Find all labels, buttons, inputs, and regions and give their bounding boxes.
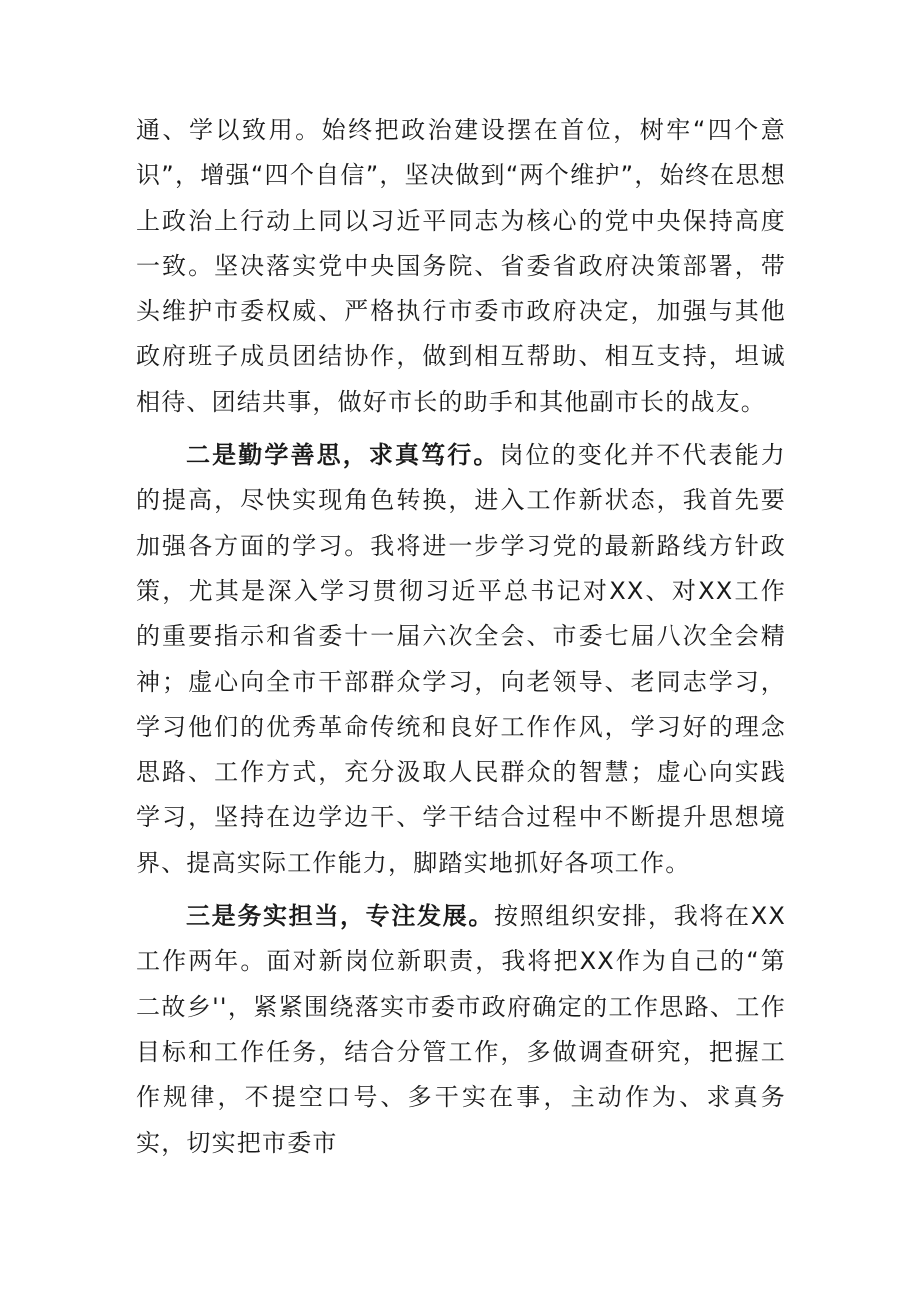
document-body <box>136 108 786 1166</box>
paragraph-text: 岗位的变化并不代表能力的提高，尽快实现角色转换，进入工作新状态，我首先要加强各方面的学习。我将进一步学习党的最新路线方针政策，尤其是深入学习贯彻习近平总书记对XX、对XX工作的重要指示和省委十一届六次全会、市委七届八次全会精神；虚心向全市干部群众学习，向老领导、老同志学习，学习他们的优秀革命传统和良好工作作风，学习好的理念思路、工作方式，充分汲取人民群众的智慧；虚心向实践学习，坚持在边学边干、学干结合过程中不断提升思想境界、提高实际工作能力，脚踏实地抓好各项工作。 <box>136 441 786 877</box>
paragraph-lead-heading: 三是务实担当，专注发展。 <box>186 902 495 931</box>
paragraph-development <box>136 894 786 1166</box>
paragraph-lead-heading: 二是勤学善思，求真笃行。 <box>186 441 500 470</box>
paragraph-text: 通、学以致用。始终把政治建设摆在首位，树牢“四个意识”，增强“四个自信”，坚决做到“两个维护”，始终在思想上政治上行动上同以习近平同志为核心的党中央保持高度一致。坚决落实党中央国务院、省委省政府决策部署，带头维护市委权威、严格执行市委市政府决定，加强与其他政府班子成员团结协作，做到相互帮助、相互支持，坦诚相待、团结共事，做好市长的助手和其他副市长的战友。 <box>136 116 786 416</box>
paragraph-continuation <box>136 108 786 425</box>
paragraph-text: 按照组织安排，我将在XX工作两年。面对新岗位新职责，我将把XX作为自己的“第二故乡''，紧紧围绕落实市委市政府确定的工作思路、工作目标和工作任务，结合分管工作，多做调查研究，把握工作规律，不提空口号、多干实在事，主动作为、求真务实，切实把市委市 <box>136 902 786 1157</box>
paragraph-study <box>136 433 786 886</box>
